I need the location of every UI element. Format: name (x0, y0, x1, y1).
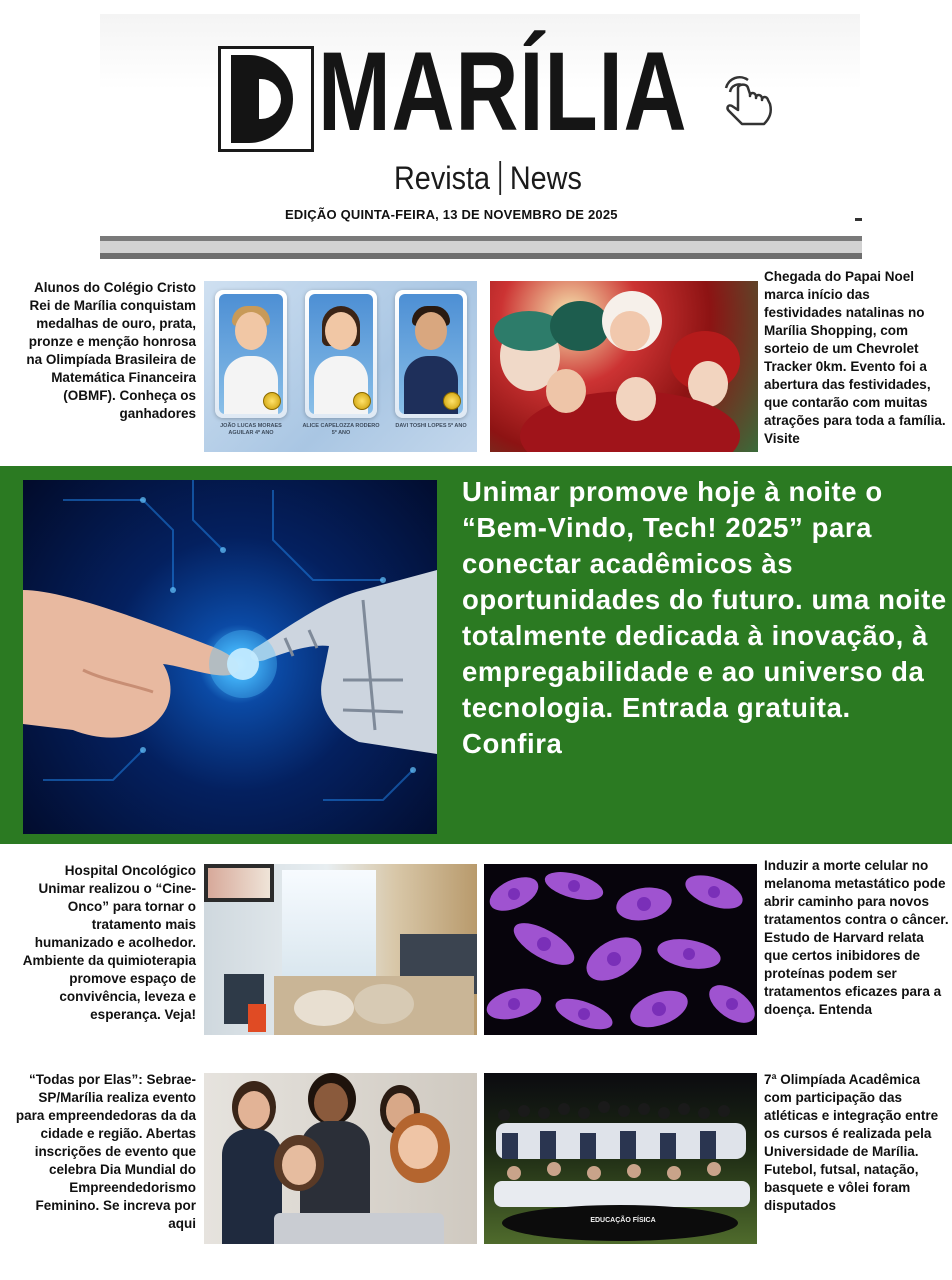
cells-photo[interactable] (484, 864, 757, 1035)
student-caption: JOÃO LUCAS MORAES AGUILAR 4º ANO (220, 423, 282, 436)
women-photo[interactable] (204, 1073, 477, 1244)
logo-wordmark: MARÍLIA (318, 29, 688, 154)
olympiad-story-text[interactable]: 7ª Olimpíada Acadêmica com participação das atléticas e integração entre os cursos é realizada pela Universidade de Marília. Futebol, futsal, natação, basquete e vôlei foram disputados (764, 1072, 939, 1213)
hospital-photo[interactable] (204, 864, 477, 1035)
santa-story-text[interactable]: Chegada do Papai Noel marca início das festividades natalinas no Marília Shopping, com sorteio de um Chevrolet Tracker 0km. Evento foi a abertura das festividades, que contarão com muitas atrações para toda a família. Visite (764, 269, 946, 446)
masthead-rule-middle (100, 241, 862, 253)
masthead-tagline (394, 158, 582, 198)
students-photo[interactable] (204, 281, 477, 452)
melanoma-cells-illustration (484, 864, 757, 1035)
masthead-rule-bottom (100, 253, 862, 259)
student-caption: DAVI TOSHI LOPES 5º ANO (395, 423, 467, 429)
tagline-revista: Revista (394, 160, 491, 196)
sebrae-story-text[interactable]: “Todas por Elas”: Sebrae-SP/Marília realiza evento para empreendedoras da da cidade e região. Abertas inscrições de evento que celebra Dia Mundial do Empreendedorismo Feminino. Se increva por aqui (15, 1072, 196, 1231)
logo-d-mark (218, 46, 314, 152)
melanoma-story-text[interactable]: Induzir a morte celular no melanoma metastático pode abrir caminho para novos tratamentos contra o câncer. Estudo de Harvard relata que certos inibidores de proteínas podem ser tratamentos eficazes para a doença. Entenda (764, 858, 949, 1017)
edition-date: EDIÇÃO QUINTA-FEIRA, 13 DE NOVEMBRO DE 2025 (285, 207, 618, 222)
tagline-news: News (509, 160, 582, 196)
tech-hands-illustration (23, 480, 437, 834)
hand-tap-icon (718, 74, 778, 130)
sports-banner-text: EDUCAÇÃO FÍSICA (590, 1217, 656, 1224)
masthead-mark (855, 218, 862, 221)
santa-photo[interactable] (490, 281, 758, 452)
hero-photo[interactable] (23, 480, 437, 834)
tagline-separator (499, 161, 501, 195)
student-caption: ALICE CAPELOZZA RODERO 5º ANO (302, 423, 380, 436)
hospital-story-text[interactable]: Hospital Oncológico Unimar realizou o “Cine- Onco” para tornar o tratamento mais humanizado e acolhedor. Ambiente da quimioterapia promove espaço de convivência, leveza e esperança. Veja! (22, 863, 196, 1022)
students-story-text[interactable]: Alunos do Colégio Cristo Rei de Marília conquistam medalhas de ouro, prata, pronze e menção honrosa na Olimpíada Brasileira de Matemática Financeira (OBMF). Conheça os ganhadores (26, 280, 196, 421)
sports-photo[interactable] (484, 1073, 757, 1244)
hero-story-text[interactable]: Unimar promove hoje à noite o “Bem-Vindo, Tech! 2025” para conectar acadêmicos às oportunidades do futuro. uma noite totalmente dedicada à inovação, à empregabilidade e ao universo da tecnologia. Entrada gratuita. Confira (462, 476, 947, 759)
